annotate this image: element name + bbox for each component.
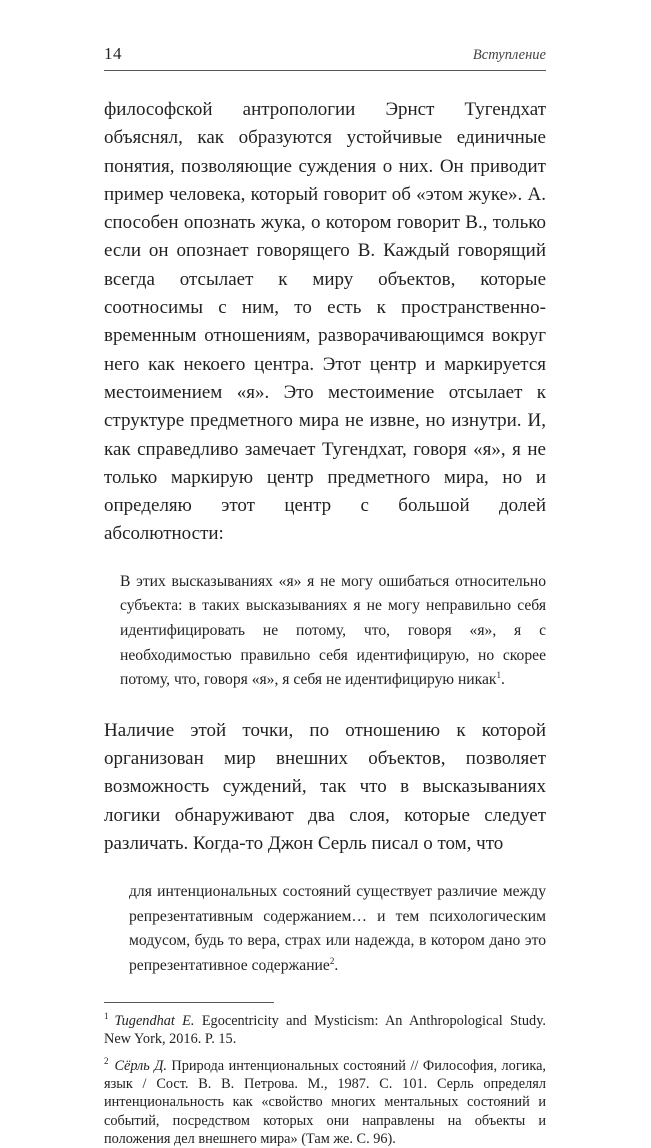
footnote-1-author: Tugendhat E. (114, 1012, 195, 1029)
block-quote-2-end: . (334, 956, 339, 974)
block-quote-2-text: для интенциональных состояний существует различие между репрезентативным содержанием… и тем психологическим модусом, будь то вера, страх или надежда, в котором дано это репрезентативное содержание (129, 883, 546, 974)
footnote-1-text: Egocentricity and Mysticism: An Anthropological Study. New York, 2016. P. 15. (104, 1012, 546, 1047)
footnote-1-mark: 1 (104, 1010, 109, 1021)
book-page (104, 44, 546, 1148)
page-number: 14 (104, 44, 122, 63)
paragraph-2: Наличие этой точки, по отношению к которой организован мир внешних объектов, позволяет возможность суждений, так что в высказываниях логики обнаруживают два слоя, которые следует различать. Когда-то Джон Серль писал о том, что (104, 719, 546, 854)
footnotes-section (104, 1002, 546, 1148)
footnote-2 (104, 1057, 546, 1148)
footnote-1 (104, 1012, 546, 1048)
footnote-2-author: Сёрль Д. (114, 1057, 167, 1074)
footnote-ref-2[interactable]: 2 (329, 955, 335, 966)
block-quote-1-text: В этих высказываниях «я» я не могу ошибаться относительно субъекта: в таких высказываниях я не могу неправильно себя идентифицировать не потому, что, говоря «я», я с необходимостью правильно себя идентифицирую, но скорее потому, что, говоря «я», я себя не идентифицирую никак (120, 572, 546, 689)
footnote-2-mark: 2 (104, 1056, 109, 1067)
block-quote-1 (120, 570, 546, 693)
footnote-ref-1[interactable]: 1 (496, 669, 501, 680)
section-title: Вступление (472, 47, 546, 63)
running-header (104, 44, 546, 71)
paragraph-1: философской антропологии Эрнст Тугендхат объяснял, как образуются устойчивые единичные понятия, позволяющие суждения о них. Он приводит пример человека, который говорит об «этом жуке». А. способен опознать жука, о котором говорит В., только если он опознает говорящего В. Каждый говорящий всегда отсылает к миру объектов, которые соотносимы с ним, то есть к пространственно-временным отношениям, разворачивающимся вокруг него как некоего центра. Этот центр и маркируется местоимением «я». Это местоимение отсылает к структуре предметного мира не извне, но изнутри. И, как справедливо замечает Тугендхат, говоря «я», я не только маркирую центр предметного мира, но и определяю этот центр с большой долей абсолютности: (104, 99, 546, 545)
block-quote-1-end: . (500, 671, 505, 689)
footnote-2-text: Природа интенциональных состояний // Философия, логика, язык / Сост. В. В. Петрова. М., 1987. С. 101. Серль определял интенциональность как «свойство многих ментальных состояний и событий, посредством которых они направлены на объекты и положения дел внешнего мира» (Там же. С. 96). (104, 1057, 546, 1147)
block-quote-2 (129, 880, 546, 978)
